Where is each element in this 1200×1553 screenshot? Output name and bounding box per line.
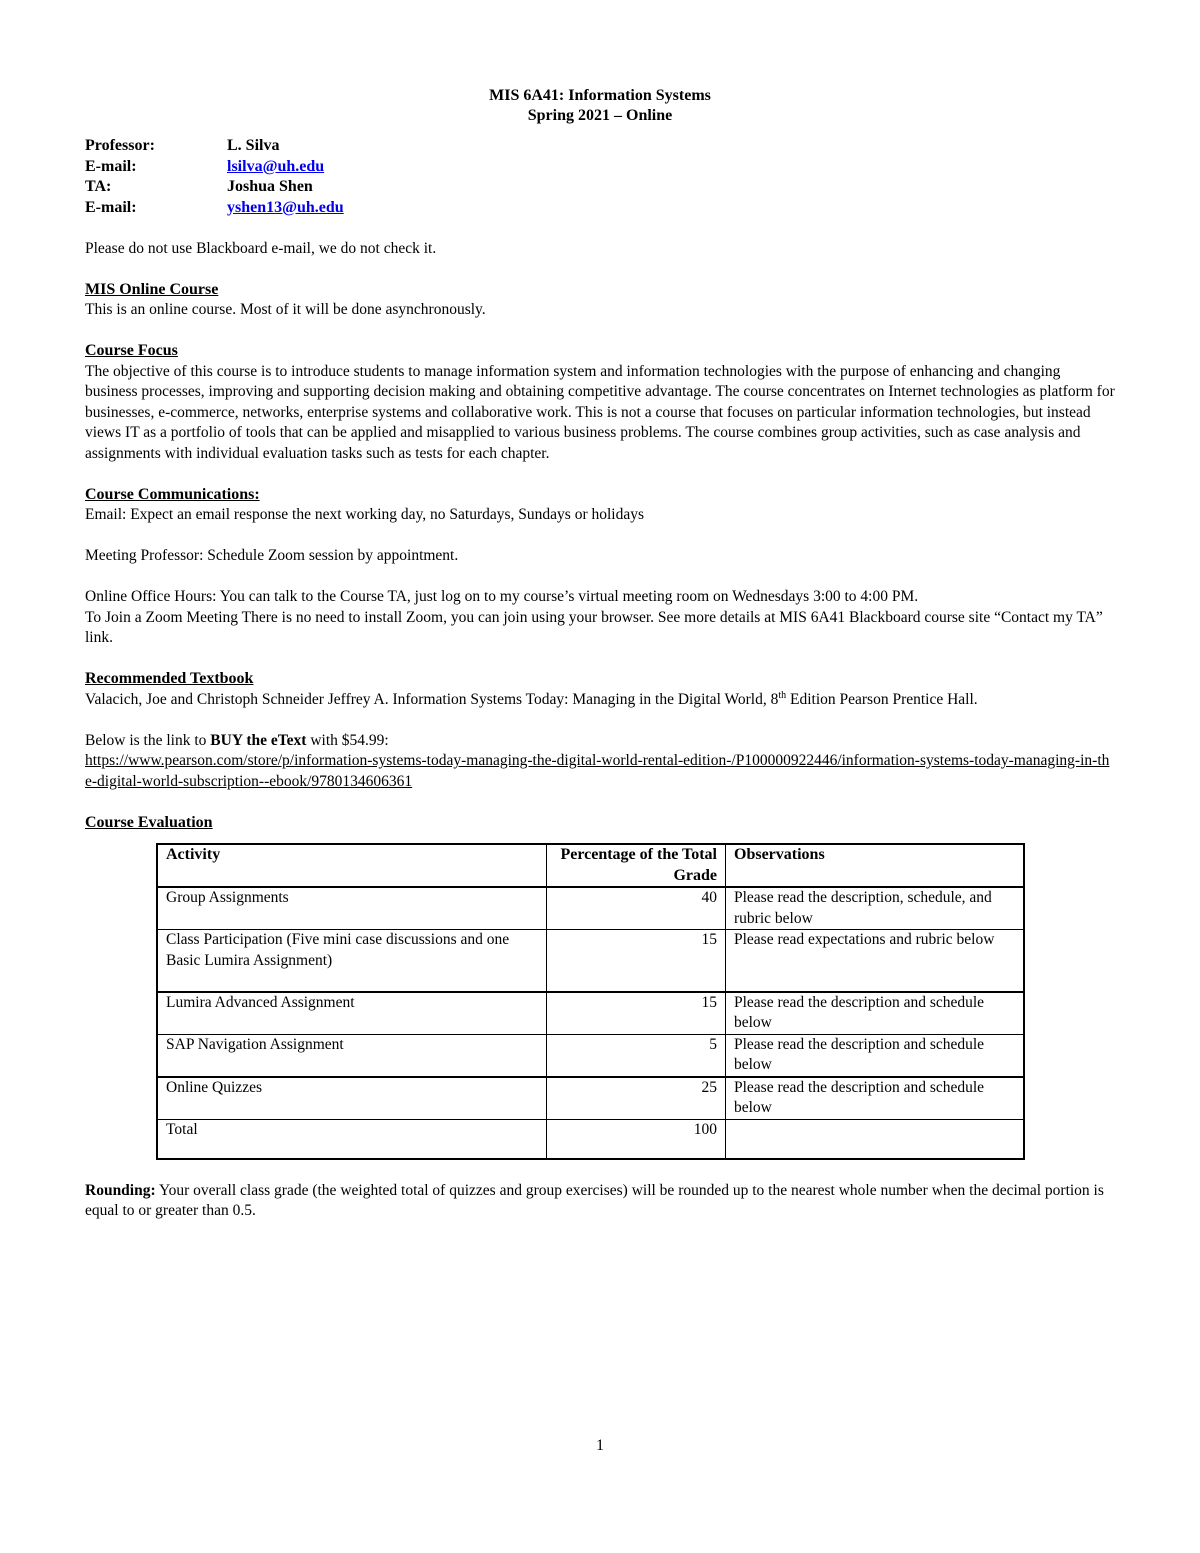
activity-cell: Group Assignments bbox=[157, 887, 547, 930]
communications-meeting: Meeting Professor: Schedule Zoom session by appointment. bbox=[85, 547, 459, 564]
professor-name: L. Silva bbox=[227, 137, 280, 154]
communications-office-hours: Online Office Hours: You can talk to the Course TA, just log on to my course’s virtual meeting room on Wednesdays 3:00 to 4:00 PM. bbox=[85, 588, 919, 605]
contact-row bbox=[85, 136, 344, 157]
observation-cell: Please read the description and schedule below bbox=[726, 992, 1025, 1035]
activity-cell: SAP Navigation Assignment bbox=[157, 1034, 547, 1077]
activity-cell: Online Quizzes bbox=[157, 1077, 547, 1120]
table-header-row bbox=[157, 844, 1024, 887]
activity-cell: Class Participation (Five mini case discussions and one Basic Lumira Assignment) bbox=[157, 930, 547, 992]
contact-row bbox=[85, 177, 344, 198]
percentage-cell: 5 bbox=[547, 1034, 726, 1077]
observation-cell: Please read the description and schedule below bbox=[726, 1034, 1025, 1077]
rounding-text: Your overall class grade (the weighted total of quizzes and group exercises) will be rounded up to the nearest whole number when the decimal portion is equal to or greater than 0.5. bbox=[85, 1181, 1104, 1219]
contact-table bbox=[85, 136, 344, 218]
contact-label: E-mail: bbox=[85, 157, 137, 175]
page-number: 1 bbox=[596, 1437, 604, 1454]
ta-email-link[interactable]: yshen13@uh.edu bbox=[227, 198, 344, 216]
table-row bbox=[157, 992, 1024, 1035]
communications-zoom: To Join a Zoom Meeting There is no need to install Zoom, you can join using your browser. See more details at MIS 6A41 Blackboard course site “Contact my TA” link. bbox=[85, 608, 1103, 646]
evaluation-table bbox=[156, 843, 1025, 1160]
contact-label: TA: bbox=[85, 178, 112, 195]
table-row bbox=[157, 1034, 1024, 1077]
course-title: MIS 6A41: Information Systems bbox=[489, 87, 711, 104]
column-header-percentage: Percentage of the Total Grade bbox=[547, 844, 726, 887]
online-heading: MIS Online Course bbox=[85, 280, 219, 298]
table-row bbox=[157, 1077, 1024, 1120]
contact-row bbox=[85, 198, 344, 219]
percentage-cell: 15 bbox=[547, 930, 726, 992]
communications-heading: Course Communications: bbox=[85, 485, 260, 503]
online-text: This is an online course. Most of it will be done asynchronously. bbox=[85, 301, 486, 318]
focus-heading: Course Focus bbox=[85, 342, 178, 359]
column-header-activity: Activity bbox=[157, 844, 547, 887]
table-row bbox=[157, 1119, 1024, 1159]
ta-name: Joshua Shen bbox=[227, 178, 313, 195]
column-header-observations: Observations bbox=[726, 844, 1025, 887]
blackboard-notice: Please do not use Blackboard e-mail, we do not check it. bbox=[85, 239, 437, 257]
table-row bbox=[157, 930, 1024, 992]
etext-link[interactable]: https://www.pearson.com/store/p/information-systems-today-managing-the-digital-world-rental-edition-/P100000922446/information-systems-today-managing-in-the-digital-world-subscription--ebook/9780134606361 bbox=[85, 752, 1110, 790]
rounding-paragraph bbox=[85, 1181, 1115, 1222]
contact-label: Professor: bbox=[85, 137, 155, 154]
observation-cell: Please read the description and schedule below bbox=[726, 1077, 1025, 1120]
document-page bbox=[85, 86, 1115, 1222]
textbook-buy-line: Below is the link to BUY the eText with $54.99: bbox=[85, 731, 389, 749]
textbook-citation: Valacich, Joe and Christoph Schneider Jeffrey A. Information Systems Today: Managing in the Digital World, 8th Edition Pearson Prentice Hall. bbox=[85, 689, 978, 708]
course-term: Spring 2021 – Online bbox=[527, 107, 673, 124]
observation-cell bbox=[726, 1119, 1025, 1159]
observation-cell: Please read expectations and rubric below bbox=[726, 930, 1025, 992]
table-row bbox=[157, 887, 1024, 930]
observation-cell: Please read the description, schedule, and rubric below bbox=[726, 887, 1025, 930]
professor-email-link[interactable]: lsilva@uh.edu bbox=[227, 157, 325, 175]
contact-row bbox=[85, 157, 344, 178]
activity-cell: Lumira Advanced Assignment bbox=[157, 992, 547, 1035]
percentage-cell: 25 bbox=[547, 1077, 726, 1120]
percentage-cell: 40 bbox=[547, 887, 726, 930]
focus-text: The objective of this course is to introduce students to manage information system and information technologies with the purpose of enhancing and changing business processes, improving and supporting decision making and obtaining competitive advantage. The course concentrates on Internet technologies as platform for businesses, e-commerce, networks, enterprise systems and collaborative work. This is not a course that focuses on particular information technologies, but instead views IT as a portfolio of tools that can be applied and misapplied to various business problems. The course combines group activities, such as case analysis and assignments with individual evaluation tasks such as tests for each chapter. bbox=[85, 362, 1115, 462]
communications-email: Email: Expect an email response the next working day, no Saturdays, Sundays or holidays bbox=[85, 506, 645, 523]
contact-label: E-mail: bbox=[85, 198, 137, 216]
textbook-heading: Recommended Textbook bbox=[85, 670, 254, 687]
evaluation-heading: Course Evaluation bbox=[85, 813, 213, 831]
percentage-cell: 15 bbox=[547, 992, 726, 1035]
activity-cell: Total bbox=[157, 1119, 547, 1159]
rounding-label: Rounding: bbox=[85, 1181, 156, 1199]
percentage-cell: 100 bbox=[547, 1119, 726, 1159]
